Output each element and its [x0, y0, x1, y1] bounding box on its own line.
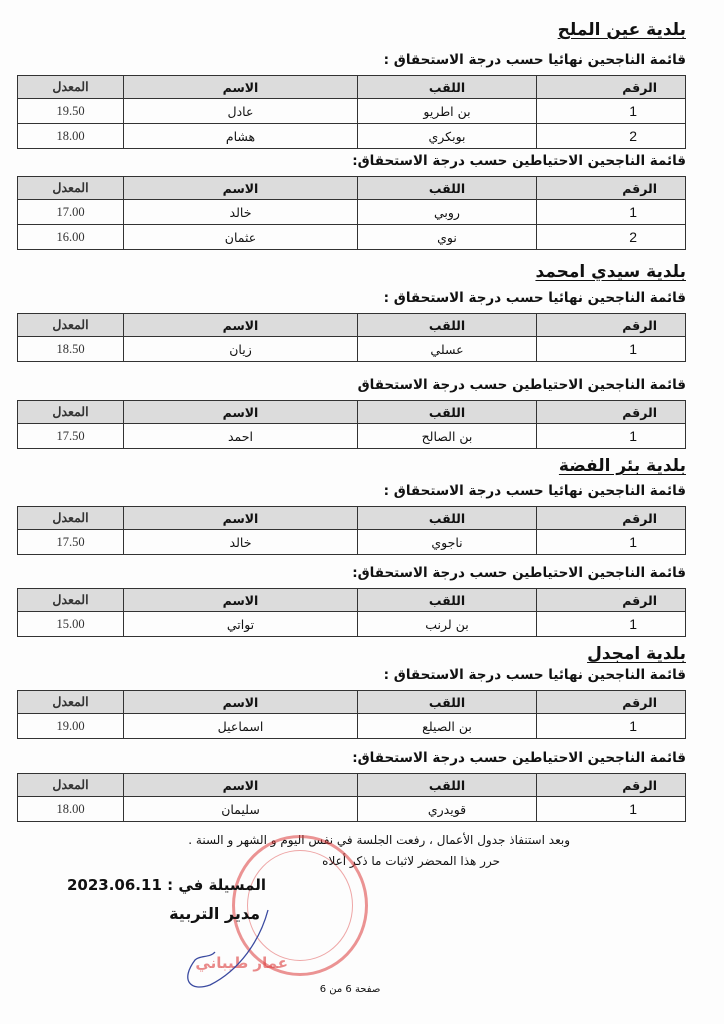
- column-header-surname: اللقب: [358, 589, 537, 612]
- cell-num: 1: [537, 337, 686, 362]
- page-number: صفحة 6 من 6: [319, 984, 381, 995]
- column-header-surname: اللقب: [358, 401, 537, 424]
- column-header-surname: اللقب: [358, 774, 537, 797]
- column-header-num: الرقم: [537, 177, 686, 200]
- cell-name: احمد: [124, 424, 358, 449]
- municipality-title: بلدية امجدل: [587, 644, 686, 664]
- table-row: [18, 714, 686, 739]
- cell-num: 1: [537, 424, 686, 449]
- column-header-avg: المعدل: [18, 507, 124, 530]
- column-header-name: الاسم: [124, 314, 358, 337]
- column-header-num: الرقم: [537, 314, 686, 337]
- closing-text: وبعد استنفاذ جدول الأعمال ، رفعت الجلسة في نفس اليوم و الشهر و السنة .: [188, 833, 570, 847]
- final-list-title: قائمة الناجحين نهائيا حسب درجة الاستحقاق :: [383, 290, 686, 306]
- table-row: [18, 612, 686, 637]
- cell-surname: ناجوي: [358, 530, 537, 555]
- table-row: [18, 124, 686, 149]
- cell-avg: 15.00: [18, 612, 124, 637]
- cell-surname: نوي: [358, 225, 537, 250]
- table-row: [18, 99, 686, 124]
- cell-avg: 17.50: [18, 530, 124, 555]
- cell-name: سليمان: [124, 797, 358, 822]
- column-header-num: الرقم: [537, 774, 686, 797]
- results-table-final: [17, 506, 686, 555]
- reserve-list-title: قائمة الناجحين الاحتياطين حسب درجة الاستحقاق:: [352, 750, 686, 766]
- cell-num: 1: [537, 797, 686, 822]
- column-header-avg: المعدل: [18, 401, 124, 424]
- cell-avg: 18.00: [18, 797, 124, 822]
- cell-avg: 19.00: [18, 714, 124, 739]
- cell-avg: 18.00: [18, 124, 124, 149]
- final-list-title: قائمة الناجحين نهائيا حسب درجة الاستحقاق :: [383, 483, 686, 499]
- results-table-final: [17, 690, 686, 739]
- column-header-surname: اللقب: [358, 314, 537, 337]
- table-header-row: [18, 589, 686, 612]
- column-header-name: الاسم: [124, 177, 358, 200]
- column-header-num: الرقم: [537, 507, 686, 530]
- cell-name: تواتي: [124, 612, 358, 637]
- table-header-row: [18, 76, 686, 99]
- municipality-title: بلدية عين الملح: [557, 20, 686, 40]
- results-table-final: [17, 313, 686, 362]
- municipality-title: بلدية بئر الفضة: [558, 456, 686, 476]
- column-header-name: الاسم: [124, 76, 358, 99]
- table-row: [18, 530, 686, 555]
- column-header-num: الرقم: [537, 401, 686, 424]
- municipality-title: بلدية سيدي امحمد: [535, 262, 686, 282]
- table-row: [18, 424, 686, 449]
- table-header-row: [18, 507, 686, 530]
- cell-avg: 16.00: [18, 225, 124, 250]
- column-header-num: الرقم: [537, 76, 686, 99]
- cell-name: خالد: [124, 200, 358, 225]
- column-header-name: الاسم: [124, 507, 358, 530]
- reserve-list-title: قائمة الناجحين الاحتياطين حسب درجة الاستحقاق:: [352, 565, 686, 581]
- cell-surname: بوبكري: [358, 124, 537, 149]
- cell-name: خالد: [124, 530, 358, 555]
- results-table-reserve: [17, 588, 686, 637]
- table-header-row: [18, 314, 686, 337]
- table-header-row: [18, 401, 686, 424]
- cell-name: عثمان: [124, 225, 358, 250]
- cell-avg: 19.50: [18, 99, 124, 124]
- column-header-avg: المعدل: [18, 76, 124, 99]
- final-list-title: قائمة الناجحين نهائيا حسب درجة الاستحقاق :: [383, 52, 686, 68]
- results-table-reserve: [17, 176, 686, 250]
- reserve-list-title: قائمة الناجحين الاحتياطين حسب درجة الاستحقاق: [357, 377, 686, 393]
- signature-mark: [170, 900, 280, 990]
- signatory-title: مدير التربية: [169, 904, 260, 923]
- cell-surname: بن الصالح: [358, 424, 537, 449]
- column-header-avg: المعدل: [18, 691, 124, 714]
- column-header-name: الاسم: [124, 589, 358, 612]
- cell-num: 1: [537, 714, 686, 739]
- column-header-avg: المعدل: [18, 774, 124, 797]
- cell-surname: عسلي: [358, 337, 537, 362]
- final-list-title: قائمة الناجحين نهائيا حسب درجة الاستحقاق :: [383, 667, 686, 683]
- reserve-list-title: قائمة الناجحين الاحتياطين حسب درجة الاستحقاق:: [352, 153, 686, 169]
- cell-name: اسماعيل: [124, 714, 358, 739]
- column-header-surname: اللقب: [358, 76, 537, 99]
- cell-name: زيان: [124, 337, 358, 362]
- cell-surname: بن اطريو: [358, 99, 537, 124]
- table-row: [18, 797, 686, 822]
- cell-surname: بن الصيلع: [358, 714, 537, 739]
- table-header-row: [18, 691, 686, 714]
- column-header-surname: اللقب: [358, 177, 537, 200]
- column-header-avg: المعدل: [18, 177, 124, 200]
- cell-num: 2: [537, 225, 686, 250]
- column-header-name: الاسم: [124, 401, 358, 424]
- column-header-avg: المعدل: [18, 589, 124, 612]
- cell-avg: 17.00: [18, 200, 124, 225]
- results-table-reserve: [17, 400, 686, 449]
- column-header-num: الرقم: [537, 691, 686, 714]
- results-table-final: [17, 75, 686, 149]
- record-text: حرر هذا المحضر لاثبات ما ذكر أعلاه: [322, 854, 500, 868]
- cell-num: 1: [537, 99, 686, 124]
- column-header-avg: المعدل: [18, 314, 124, 337]
- table-header-row: [18, 177, 686, 200]
- cell-surname: روبي: [358, 200, 537, 225]
- cell-num: 1: [537, 612, 686, 637]
- column-header-surname: اللقب: [358, 507, 537, 530]
- cell-num: 1: [537, 530, 686, 555]
- column-header-surname: اللقب: [358, 691, 537, 714]
- cell-surname: قويدري: [358, 797, 537, 822]
- table-row: [18, 225, 686, 250]
- results-table-reserve: [17, 773, 686, 822]
- table-row: [18, 200, 686, 225]
- column-header-name: الاسم: [124, 774, 358, 797]
- cell-num: 2: [537, 124, 686, 149]
- cell-num: 1: [537, 200, 686, 225]
- cell-avg: 17.50: [18, 424, 124, 449]
- cell-avg: 18.50: [18, 337, 124, 362]
- column-header-num: الرقم: [537, 589, 686, 612]
- cell-surname: بن لرنب: [358, 612, 537, 637]
- signature-name: عمار طيباني: [195, 954, 288, 972]
- cell-name: عادل: [124, 99, 358, 124]
- place-date: المسيلة في : 2023.06.11: [66, 876, 266, 894]
- cell-name: هشام: [124, 124, 358, 149]
- table-row: [18, 337, 686, 362]
- column-header-name: الاسم: [124, 691, 358, 714]
- table-header-row: [18, 774, 686, 797]
